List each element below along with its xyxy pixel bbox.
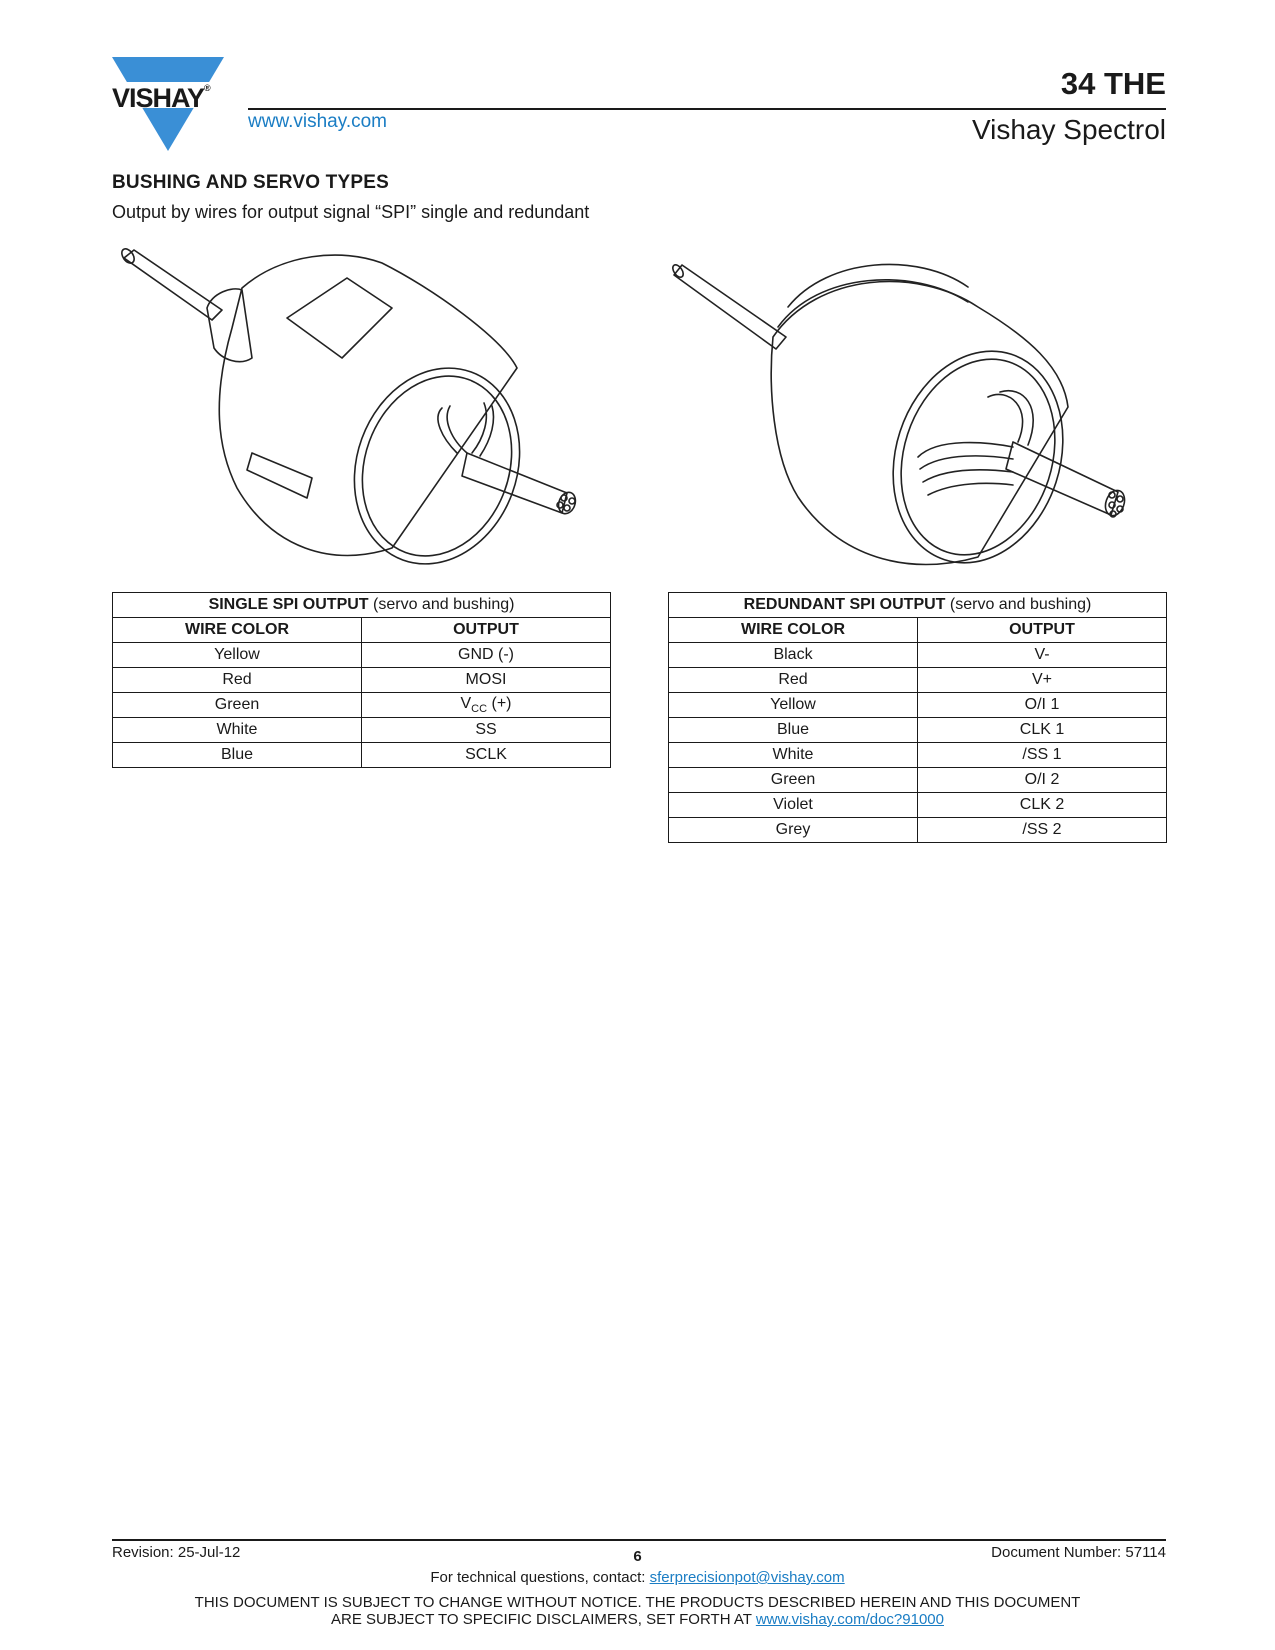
table-caption: REDUNDANT SPI OUTPUT (servo and bushing) [669, 593, 1167, 618]
output-cell: CLK 1 [918, 718, 1167, 743]
output-cell: /SS 1 [918, 743, 1167, 768]
section-intro: Output by wires for output signal “SPI” single and redundant [112, 202, 590, 222]
column-header-wire-color: WIRE COLOR [113, 618, 362, 643]
output-cell: /SS 2 [918, 818, 1167, 843]
wire-color-cell: Blue [113, 743, 362, 768]
wire-color-cell: Yellow [669, 693, 918, 718]
table-caption-row [113, 593, 611, 618]
wire-color-cell: Grey [669, 818, 918, 843]
disclaimer-line-2: ARE SUBJECT TO SPECIFIC DISCLAIMERS, SET FORTH AT www.vishay.com/doc?91000 [331, 1611, 944, 1628]
disclaimer-line-1: THIS DOCUMENT IS SUBJECT TO CHANGE WITHOUT NOTICE. THE PRODUCTS DESCRIBED HEREIN AND THIS DOCUMENT [194, 1594, 1081, 1611]
column-header-wire-color: WIRE COLOR [669, 618, 918, 643]
output-cell: O/I 2 [918, 768, 1167, 793]
vishay-wordmark: VISHAY® [112, 83, 210, 113]
table-header-row [113, 618, 611, 643]
output-cell: O/I 1 [918, 693, 1167, 718]
table-row [669, 693, 1167, 718]
table-row [113, 668, 611, 693]
table-row [669, 818, 1167, 843]
table-caption-row [669, 593, 1167, 618]
contact-prefix: For technical questions, contact: [430, 1569, 650, 1586]
table-row [113, 643, 611, 668]
wire-color-cell: Red [669, 668, 918, 693]
output-cell: CLK 2 [918, 793, 1167, 818]
product-title: 34 THE [1060, 66, 1166, 101]
table-row [669, 793, 1167, 818]
output-cell: V- [918, 643, 1167, 668]
table-row [113, 718, 611, 743]
table-header-row [669, 618, 1167, 643]
output-cell: V+ [918, 668, 1167, 693]
table-row [669, 768, 1167, 793]
output-cell: $V_{CC}$ (+) [362, 693, 611, 718]
redundant-spi-output-table [668, 592, 1167, 843]
wire-color-cell: Blue [669, 718, 918, 743]
contact-email-link[interactable]: sferprecisionpot@vishay.com [649, 1569, 845, 1586]
output-cell: GND (-) [362, 643, 611, 668]
output-cell: MOSI [362, 668, 611, 693]
table-row [669, 718, 1167, 743]
wire-color-cell: White [113, 718, 362, 743]
vishay-logo [112, 57, 232, 157]
output-cell: SS [362, 718, 611, 743]
table-row [669, 743, 1167, 768]
column-header-output: OUTPUT [918, 618, 1167, 643]
output-cell: SCLK [362, 743, 611, 768]
page-number: 6 [633, 1548, 642, 1565]
single-spi-output-table [112, 592, 611, 768]
table-row [669, 668, 1167, 693]
website-link[interactable]: www.vishay.com [248, 111, 388, 132]
product-subtitle: Vishay Spectrol [971, 114, 1166, 145]
contact-line [0, 1569, 1275, 1586]
section-title: BUSHING AND SERVO TYPES [112, 172, 389, 193]
document-number: Document Number: 57114 [991, 1544, 1166, 1561]
wire-color-cell: Red [113, 668, 362, 693]
table-row [113, 743, 611, 768]
wire-color-cell: Violet [669, 793, 918, 818]
single-spi-encoder-drawing [112, 248, 610, 570]
table-row [669, 643, 1167, 668]
revision-date: Revision: 25-Jul-12 [112, 1544, 241, 1561]
wire-color-cell: Green [669, 768, 918, 793]
redundant-spi-encoder-drawing [668, 257, 1166, 570]
table-row [113, 693, 611, 718]
wire-color-cell: White [669, 743, 918, 768]
header-divider [248, 108, 1166, 110]
disclaimer [0, 1594, 1275, 1628]
wire-color-cell: Yellow [113, 643, 362, 668]
column-header-output: OUTPUT [362, 618, 611, 643]
table-caption: SINGLE SPI OUTPUT (servo and bushing) [113, 593, 611, 618]
disclaimer-link[interactable]: www.vishay.com/doc?91000 [755, 1611, 944, 1628]
footer-divider [112, 1539, 1166, 1541]
wire-color-cell: Black [669, 643, 918, 668]
wire-color-cell: Green [113, 693, 362, 718]
